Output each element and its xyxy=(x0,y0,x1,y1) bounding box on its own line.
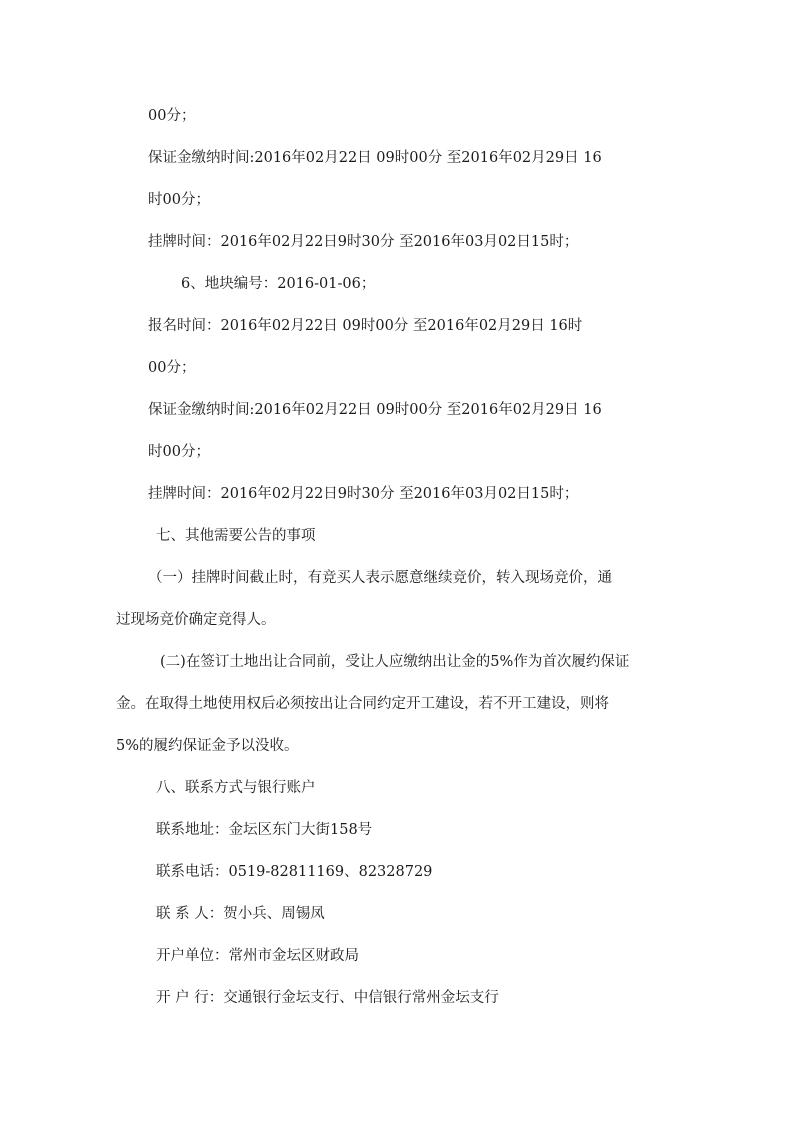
section-item-heading: 6、地块编号：2016-01-06； xyxy=(181,276,376,292)
contact-person: 联 系 人：贺小兵、周锡凤 xyxy=(156,906,325,922)
paragraph-line: 金。在取得土地使用权后必须按出让合同约定开工建设，若不开工建设，则将 xyxy=(116,696,609,712)
text-line: 挂牌时间：2016年02月22日9时30分 至2016年03月02日15时； xyxy=(148,486,579,502)
text-line: 00分； xyxy=(148,108,196,124)
paragraph-line: (二)在签订土地出让合同前，受让人应缴纳出让金的5%作为首次履约保证 xyxy=(160,654,630,670)
text-line: 00分； xyxy=(148,360,196,376)
contact-address: 联系地址：金坛区东门大街158号 xyxy=(156,822,373,838)
text-line: 时00分； xyxy=(148,444,210,460)
section-heading: 七、其他需要公告的事项 xyxy=(156,528,316,544)
text-line: 挂牌时间：2016年02月22日9时30分 至2016年03月02日15时； xyxy=(148,234,579,250)
paragraph-line: 5%的履约保证金予以没收。 xyxy=(116,738,299,754)
section-heading: 八、联系方式与银行账户 xyxy=(156,780,316,796)
text-line: 报名时间：2016年02月22日 09时00分 至2016年02月29日 16时 xyxy=(148,318,583,334)
account-holder: 开户单位：常州市金坛区财政局 xyxy=(156,948,359,964)
text-line: 保证金缴纳时间:2016年02月22日 09时00分 至2016年02月29日 16 xyxy=(148,150,602,166)
account-bank: 开 户 行：交通银行金坛支行、中信银行常州金坛支行 xyxy=(156,990,499,1006)
text-line: 时00分； xyxy=(148,192,210,208)
contact-phone: 联系电话：0519-82811169、82328729 xyxy=(156,864,433,880)
paragraph-line: 过现场竞价确定竞得人。 xyxy=(116,612,276,628)
text-line: 保证金缴纳时间:2016年02月22日 09时00分 至2016年02月29日 16 xyxy=(148,402,602,418)
paragraph-line: （一）挂牌时间截止时，有竞买人表示愿意继续竞价，转入现场竞价，通 xyxy=(148,570,612,586)
